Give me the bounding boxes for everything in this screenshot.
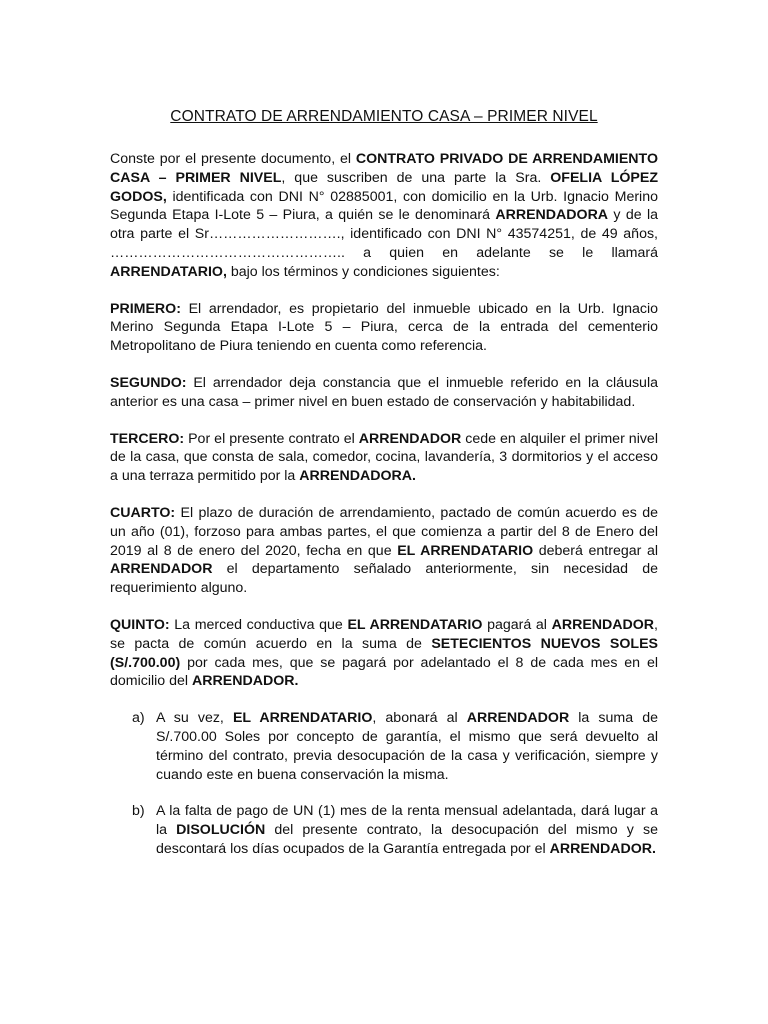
clause-segundo-text: El arrendador deja constancia que el inmueble referido en la cláusula anterior es una casa – primer nivel en buen estado de conservación y habitabilidad. (110, 374, 658, 410)
intro-text-4: y de la otra parte el Sr………………………., identificado con DNI N° 43574251, de 49 años, ………………………………………….. a quien en adelante se le llamará (110, 207, 659, 261)
list-item (110, 802, 658, 858)
clause-cuarto-text-1: El plazo de duración de arrendamiento, pactado de común acuerdo es de un año (01), forzoso para ambas partes, el que comienza a partir del 8 de Enero del 2019 al 8 de enero del 2020, fecha en que (110, 504, 658, 559)
clause-tercero-bold-2: ARRENDADORA. (299, 468, 416, 485)
list-item-text-2: , abonará al (372, 710, 467, 727)
clause-quinto-text-3: , se pacta de común acuerdo en la suma de (110, 616, 658, 652)
clause-cuarto-bold-2: ARRENDADOR (110, 561, 213, 578)
intro-bold-arrendatario: ARRENDATARIO, (110, 263, 227, 280)
list-item-bold-1: EL ARRENDATARIO (232, 710, 373, 727)
quinto-sublist (110, 709, 658, 859)
list-item-bold-2: ARRENDADOR (466, 710, 570, 727)
clause-quinto-text-4: por cada mes, que se pagará por adelantado el 8 de cada mes en el domicilio del (110, 654, 658, 690)
list-item-text-1: A la falta de pago de UN (1) mes de la renta mensual adelantada, dará lugar a la (156, 803, 658, 839)
clause-quinto-label: QUINTO: (110, 616, 170, 633)
intro-bold-contract: CONTRATO PRIVADO DE ARRENDAMIENTO CASA – PRIMER NIVEL (110, 151, 658, 186)
clause-quinto-bold-2: ARRENDADOR (551, 616, 655, 633)
list-item-text-1: A su vez, (156, 710, 233, 727)
clause-primero-label: PRIMERO: (110, 300, 181, 317)
clause-cuarto-label: CUARTO: (110, 504, 176, 521)
clause-cuarto-bold-1: EL ARRENDATARIO (397, 542, 534, 559)
clause-quinto (110, 616, 658, 691)
clause-cuarto-text-2: deberá entregar al (533, 542, 658, 559)
clause-quinto-text-1: La merced conductiva que (169, 616, 348, 633)
clause-cuarto-text-3: el departamento señalado anteriormente, sin necesidad de requerimiento alguno. (110, 561, 658, 597)
clause-segundo (110, 374, 658, 412)
clause-quinto-text-2: pagará al (482, 616, 552, 633)
intro-text-3: identificada con DNI N° 02885001, con domicilio en la Urb. Ignacio Merino Segunda Etapa I-Lote 5 – Piura, a quién se le denominará (110, 188, 658, 224)
clause-quinto-bold-4: ARRENDADOR. (192, 673, 299, 690)
clause-tercero-text-2: cede en alquiler el primer nivel de la casa, que consta de sala, comedor, cocina, lavandería, 3 dormitorios y el acceso a una terraza permitido por la (110, 430, 658, 485)
list-item-text-2: del presente contrato, la desocupación del mismo y se descontará los días ocupados de la Garantía entregada por el (156, 822, 658, 857)
clause-primero (110, 300, 658, 356)
intro-bold-arrendadora: ARRENDADORA (495, 207, 609, 224)
clause-quinto-bold-1: EL ARRENDATARIO (347, 616, 483, 633)
clause-quinto-bold-3: SETECIENTOS NUEVOS SOLES (S/.700.00) (110, 635, 658, 671)
clause-primero-text: El arrendador, es propietario del inmueble ubicado en la Urb. Ignacio Merino Segunda Etapa I-Lote 5 – Piura, cerca de la entrada del cementerio Metropolitano de Piura teniendo en cuenta como referencia. (110, 300, 658, 355)
list-marker: b) (132, 803, 145, 820)
intro-text-1: Conste por el presente documento, el (110, 151, 356, 167)
intro-bold-lessor-name: OFELIA LÓPEZ GODOS, (110, 169, 658, 205)
intro-text-2: , que suscriben de una parte la Sra. (281, 169, 551, 186)
list-item-bold-2: ARRENDADOR. (549, 840, 656, 857)
document-title: CONTRATO DE ARRENDAMIENTO CASA – PRIMER NIVEL (170, 108, 598, 125)
clause-tercero-label: TERCERO: (110, 430, 185, 447)
clause-tercero-text-1: Por el presente contrato el (184, 430, 359, 447)
intro-text-5: bajo los términos y condiciones siguientes: (226, 263, 500, 280)
clause-tercero-bold-1: ARRENDADOR (358, 430, 462, 447)
clause-cuarto (110, 504, 658, 598)
clause-segundo-label: SEGUNDO: (110, 374, 187, 391)
list-marker: a) (132, 710, 145, 727)
list-item-bold-1: DISOLUCIÓN (176, 822, 266, 839)
clause-tercero (110, 430, 658, 486)
list-item (110, 709, 658, 784)
list-item-text-3: la suma de S/.700.00 Soles por concepto de garantía, el mismo que será devuelto al término del contrato, previa desocupación de la casa y verificación, siempre y cuando este en buena conservación la misma. (156, 710, 658, 783)
intro-paragraph (110, 150, 658, 282)
